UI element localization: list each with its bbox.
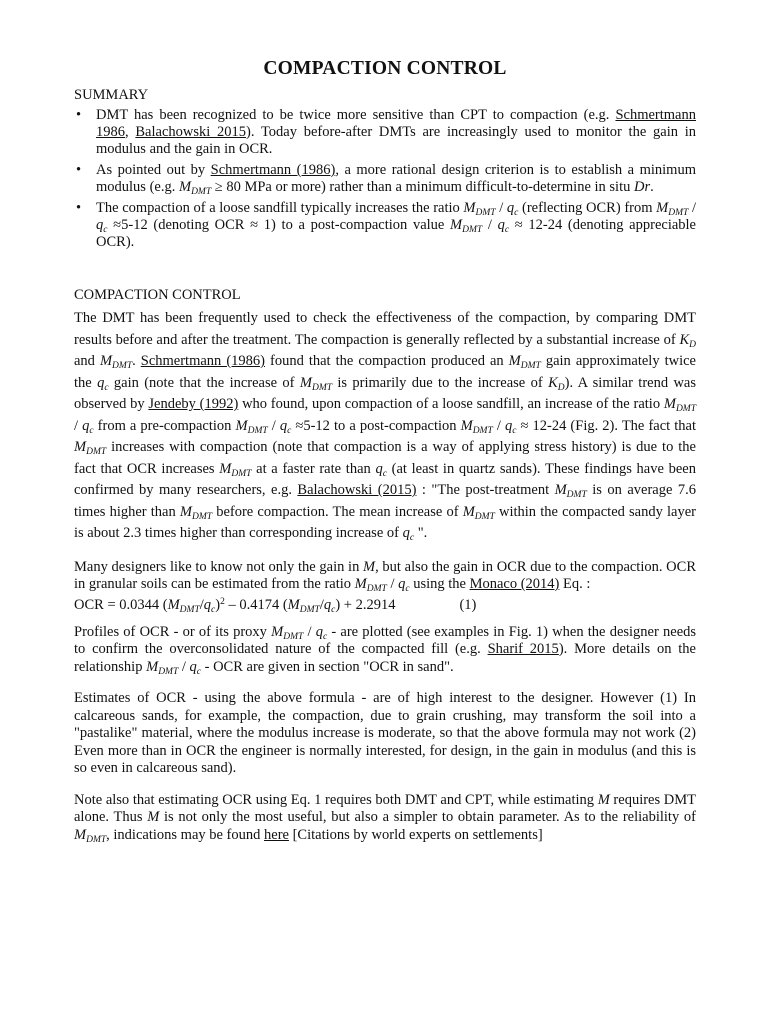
ratio-mdmt-qc xyxy=(355,576,410,592)
text-run: The compaction of a loose sandfill typically increases the ratio xyxy=(96,200,464,216)
symbol-m: M xyxy=(235,417,248,434)
symbol-q: q xyxy=(497,217,505,233)
text-run: is primarily due to the increase of xyxy=(332,374,549,391)
citation-link-monaco-2014[interactable]: Monaco (2014) xyxy=(469,576,560,592)
summary-list xyxy=(74,107,696,251)
text-run: DMT has been recognized to be twice more sensitive than CPT to compaction (e.g. xyxy=(96,107,616,123)
symbol-m: M xyxy=(354,576,367,592)
spacer xyxy=(74,676,696,690)
symbol-m: M xyxy=(178,179,192,195)
symbol-mdmt xyxy=(555,482,587,498)
symbol-dmt: DMT xyxy=(86,447,107,457)
symbol-c: c xyxy=(382,468,387,479)
text-run: ≥ 80 MPa or more) rather than a minimum difficult-to-determine in situ xyxy=(211,179,634,195)
text-run: OCR = 0.0344 ( xyxy=(74,596,168,613)
text-run: - are plotted (see examples in Fig. 1) when the designer needs to confirm the overconsolidated nature of the compacted fill (e.g. xyxy=(74,623,697,657)
ratio-mdmt-qc xyxy=(450,217,509,233)
symbol-m: M xyxy=(271,623,284,640)
slash: / xyxy=(178,658,190,675)
citation-link-schmertmann-1986[interactable]: Schmertmann (1986) xyxy=(140,353,265,369)
symbol-m: M xyxy=(554,482,567,498)
symbol-m: M xyxy=(363,558,376,575)
text-run: , indications may be found xyxy=(106,826,265,843)
symbol-dmt: DMT xyxy=(311,382,333,393)
symbol-q: q xyxy=(96,217,104,233)
text-run: from a pre-compaction xyxy=(93,417,236,434)
symbol-c: c xyxy=(104,382,109,393)
symbol-m: M xyxy=(167,596,180,613)
symbol-c: c xyxy=(409,533,415,543)
symbol-qc xyxy=(403,525,414,541)
text-run: Eq. : xyxy=(559,576,591,592)
symbol-q: q xyxy=(97,374,105,391)
text-run: found that the compaction produced an xyxy=(264,353,509,369)
symbol-m: M xyxy=(460,417,473,434)
symbol-dmt: DMT xyxy=(299,604,320,615)
symbol-m: M xyxy=(656,200,669,216)
citation-link-balachowski-2015[interactable]: Balachowski (2015) xyxy=(297,482,417,498)
symbol-dmt: DMT xyxy=(179,604,200,615)
slash: / xyxy=(303,623,316,640)
equation-number: (1) xyxy=(459,596,477,613)
text-run: – 0.4174 ( xyxy=(224,596,288,613)
symbol-mdmt xyxy=(180,504,212,520)
text-run: who found, upon compaction of a loose sandfill, an increase of the ratio xyxy=(238,396,664,412)
symbol-dmt: DMT xyxy=(191,511,213,522)
ratio-mdmt-qc xyxy=(146,659,201,675)
ratio-mdmt-qc xyxy=(461,418,517,434)
symbol-dmt: DMT xyxy=(191,187,212,197)
symbol-c: c xyxy=(287,425,292,436)
symbol-m: M xyxy=(179,503,192,520)
text-run: . xyxy=(132,353,141,369)
symbol-c: c xyxy=(196,666,201,677)
symbol-kd xyxy=(548,375,565,391)
exponent: 2 xyxy=(220,596,225,607)
document-title: COMPACTION CONTROL xyxy=(263,58,507,79)
text-run: ). Today before-after DMTs are increasingly used to monitor the gain in modulus and the gain in OCR. xyxy=(96,124,696,157)
ratio-mdmt-qc: $M_{DMT}/q_c$ xyxy=(167,596,216,615)
symbol-m: M xyxy=(147,809,160,825)
citation-link-jendeby-1992[interactable]: Jendeby (1992) xyxy=(148,396,239,412)
symbol-q: q xyxy=(82,417,90,434)
slash: / xyxy=(688,200,697,216)
symbol-c: c xyxy=(322,631,328,642)
symbol-dmt: DMT xyxy=(566,490,587,500)
symbol-dmt: DMT xyxy=(675,404,696,414)
symbol-mdmt xyxy=(509,353,541,369)
slash: / xyxy=(386,576,399,592)
text-run: is not only the most useful, but also a simpler to obtain parameter. As to the reliability of xyxy=(159,809,696,825)
symbol-dmt: DMT xyxy=(462,225,483,235)
paragraph-4: Estimates of OCR - using the above formula - are of high interest to the designer. However (1) In calcareous sands, for example, the compaction, due to grain crushing, may transform the soil into a "pastalike" material, where the modulus increase is moderate, so that the above formula may not work (2) Even more than in OCR the engineer is normally interested, for design, in the gain in modulus (and this is so even in calcareous sand). xyxy=(74,690,696,776)
slash: / xyxy=(74,417,83,434)
ratio-mdmt-qc xyxy=(271,624,327,640)
citation-link-sharif-2015[interactable]: Sharif 2015 xyxy=(487,641,559,657)
symbol-kd xyxy=(679,332,696,348)
symbol-qc xyxy=(97,375,108,391)
text-run: Note also that estimating OCR using Eq. 1 requires both DMT and CPT, while estimating xyxy=(74,791,598,808)
symbol-m: M xyxy=(146,658,159,675)
text-run: and xyxy=(74,353,100,369)
citation-link-schmertmann-1986[interactable]: Schmertmann (1986) xyxy=(210,162,336,178)
symbol-q: q xyxy=(279,417,288,434)
symbol-m: M xyxy=(74,826,87,843)
text-run: ≈5-12 to a post-compaction xyxy=(291,417,461,434)
symbol-dmt: DMT xyxy=(247,425,268,436)
text-run: within the compacted sandy layer is about 2.3 times higher than corresponding increase of xyxy=(74,503,696,541)
text-run: at a faster rate than xyxy=(251,460,376,477)
symbol-k: K xyxy=(548,374,558,391)
text-run: As pointed out by xyxy=(96,162,211,178)
symbol-dmt: DMT xyxy=(283,631,304,642)
summary-bullet-2 xyxy=(74,162,696,196)
text-run: using the xyxy=(409,576,470,592)
symbol-m: M xyxy=(99,353,113,369)
symbol-dmt: DMT xyxy=(366,584,387,594)
symbol-q: q xyxy=(203,596,212,613)
symbol-m: M xyxy=(663,396,676,412)
symbol-c: c xyxy=(331,604,336,615)
section-heading: COMPACTION CONTROL xyxy=(74,287,241,303)
symbol-mdmt xyxy=(74,439,106,455)
slash: / xyxy=(482,217,498,233)
symbol-dmt: DMT xyxy=(112,361,133,371)
symbol-k: K xyxy=(679,331,690,348)
ocr-equation xyxy=(74,596,696,614)
slash: / xyxy=(492,417,505,434)
text-run: before compaction. The mean increase of xyxy=(212,503,463,520)
spacer xyxy=(74,255,696,287)
symbol-dmt: DMT xyxy=(86,834,107,845)
symbol-m: M xyxy=(597,791,610,808)
summary-heading: SUMMARY xyxy=(74,87,149,103)
symbol-c: c xyxy=(405,584,410,594)
summary-bullet-1 xyxy=(74,107,696,158)
paragraph-3 xyxy=(74,624,696,677)
paragraph-5 xyxy=(74,792,696,845)
symbol-q: q xyxy=(504,417,513,434)
symbol-mdmt xyxy=(74,827,106,843)
symbol-c: c xyxy=(512,425,517,436)
symbol-q: q xyxy=(398,576,406,592)
symbol-dmt: DMT xyxy=(158,666,179,677)
text-run: gain (note that the increase of xyxy=(108,374,300,391)
symbol-mdmt xyxy=(100,353,132,369)
text-run: Profiles of OCR - or of its proxy xyxy=(74,623,272,640)
text-run: (reflecting OCR) from xyxy=(518,200,657,216)
text-run: ≈ 12-24 (Fig. 2). The fact that xyxy=(516,417,696,434)
symbol-m: M xyxy=(299,374,312,391)
symbol-m: M xyxy=(287,596,300,613)
symbol-dr: Dr xyxy=(633,179,651,195)
ratio-mdmt-qc xyxy=(236,418,292,434)
symbol-m: M xyxy=(450,217,463,233)
text-run: requires DMT alone. Thus xyxy=(74,791,696,825)
symbol-mdmt xyxy=(219,461,251,477)
text-run: is on average 7.6 times higher than xyxy=(74,482,696,520)
citation-link-schmertmann-1986[interactable]: Schmertmann 1986 xyxy=(96,107,696,140)
text-run: ) + 2.2914 xyxy=(335,596,396,613)
symbol-c: c xyxy=(504,225,510,235)
text-run: gain approximately twice the xyxy=(74,353,696,391)
symbol-dmt: DMT xyxy=(475,208,496,218)
paragraph-1 xyxy=(74,308,696,545)
symbol-q: q xyxy=(375,460,383,477)
symbol-dmt: DMT xyxy=(472,425,493,436)
symbol-q: q xyxy=(402,525,410,541)
symbol-q: q xyxy=(506,200,515,216)
symbol-dmt: DMT xyxy=(520,361,541,371)
symbol-d: D xyxy=(689,339,696,350)
text-run: , but also the gain in OCR due to the compaction. OCR in granular soils can be estimated from the ratio xyxy=(74,558,696,592)
here-link[interactable]: here xyxy=(264,826,289,843)
symbol-d: D xyxy=(557,382,565,393)
symbol-qc xyxy=(375,461,386,477)
text-run: The DMT has been frequently used to check the effectiveness of the compaction, by comparing DMT results before and after the treatment. The compaction is generally reflected by a substantial increase of xyxy=(74,310,696,348)
symbol-c: c xyxy=(103,225,108,235)
symbol-q: q xyxy=(189,658,197,675)
text-run: ). More details on the relationship xyxy=(74,641,696,675)
text-run: increases with compaction (note that compaction is a way of applying stress history) is due to the fact that OCR increases xyxy=(74,439,696,477)
ratio-mdmt-qc xyxy=(463,200,518,216)
symbol-q: q xyxy=(323,596,332,613)
symbol-q: q xyxy=(315,623,323,640)
text-run: ). A similar trend was observed by xyxy=(74,374,696,412)
text-run: Many designers like to know not only the gain in xyxy=(74,558,364,575)
text-run: [Citations by world experts on settlements] xyxy=(288,826,543,843)
spacer xyxy=(74,778,696,792)
slash: / xyxy=(267,417,280,434)
symbol-c: c xyxy=(514,208,519,218)
text-run: , xyxy=(125,124,136,140)
text-run: - OCR are given in section "OCR in sand". xyxy=(201,658,454,675)
symbol-m: M xyxy=(462,503,475,520)
text-run: ≈5-12 (denoting OCR ≈ 1) to a post-compaction value xyxy=(107,217,451,233)
ratio-mdmt-qc: $M_{DMT}/q_c$ xyxy=(287,596,336,615)
text-run: ≈ 12-24 (denoting appreciable OCR). xyxy=(96,217,696,250)
slash: / xyxy=(495,200,507,216)
symbol-dmt: DMT xyxy=(668,208,689,218)
paragraph-2 xyxy=(74,559,696,594)
text-run: : "The post-treatment xyxy=(416,482,555,498)
text-run: . xyxy=(650,179,654,195)
symbol-dmt: DMT xyxy=(231,468,252,479)
symbol-m: M xyxy=(74,439,87,455)
text-run: , a more rational design criterion is to establish a minimum modulus (e.g. xyxy=(96,162,696,195)
symbol-m: M xyxy=(463,200,476,216)
symbol-dmt: DMT xyxy=(474,511,495,522)
citation-link-balachowski-2015[interactable]: Balachowski 2015 xyxy=(135,124,247,140)
document-page xyxy=(74,58,696,844)
text-run: (at least in quartz sands). These findings have been confirmed by many researchers, e.g. xyxy=(74,460,696,498)
symbol-mdmt xyxy=(300,375,332,391)
symbol-m: M xyxy=(219,460,232,477)
text-run: ". xyxy=(414,525,428,541)
symbol-c: c xyxy=(89,425,94,436)
summary-bullet-3 xyxy=(74,200,696,251)
symbol-c: c xyxy=(211,604,216,615)
spacer xyxy=(74,545,696,559)
symbol-mdmt xyxy=(463,504,495,520)
symbol-m: M xyxy=(508,353,521,369)
text-run: ) xyxy=(215,596,221,613)
